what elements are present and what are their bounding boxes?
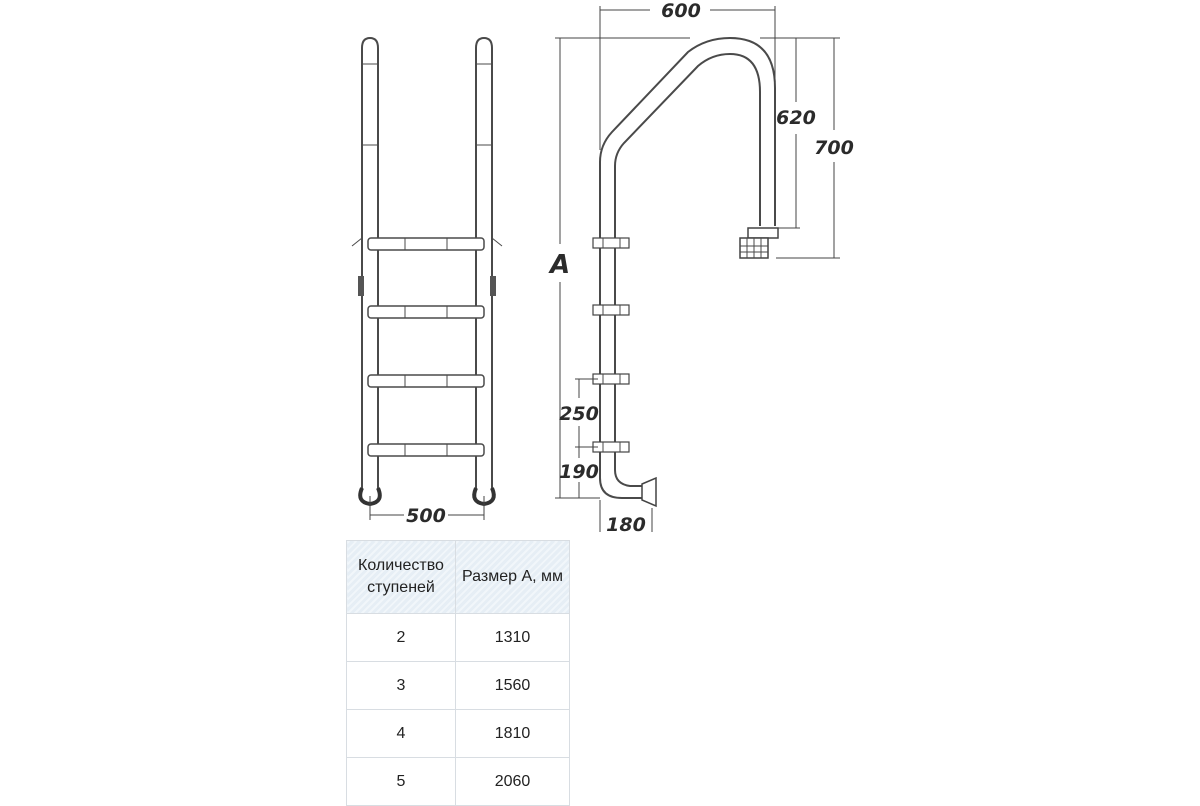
- dim-a: A: [549, 250, 571, 280]
- step: [368, 375, 484, 387]
- header-steps-count: Количество ступеней: [347, 541, 456, 614]
- size-a-cell: 1560: [456, 662, 570, 710]
- table-row: [347, 710, 570, 758]
- base-flange: [642, 478, 656, 506]
- table-row: [347, 614, 570, 662]
- dim-190: 190: [559, 461, 599, 483]
- table-row: [347, 662, 570, 710]
- steps-count-cell: 5: [347, 758, 456, 806]
- table-row: [347, 758, 570, 806]
- step: [368, 238, 484, 250]
- step: [368, 444, 484, 456]
- size-a-cell: 1810: [456, 710, 570, 758]
- steps-count-cell: 3: [347, 662, 456, 710]
- dim-620: 620: [776, 107, 816, 129]
- right-rail: [476, 38, 492, 490]
- dim-180: 180: [606, 514, 646, 536]
- dim-600: 600: [661, 0, 701, 22]
- steps-count-cell: 2: [347, 614, 456, 662]
- size-a-cell: 1310: [456, 614, 570, 662]
- dim-700: 700: [814, 137, 854, 159]
- header-size-a: Размер А, мм: [456, 541, 570, 614]
- front-view: [352, 38, 502, 527]
- table-header-row: [347, 541, 570, 614]
- left-rail: [362, 38, 378, 490]
- steps-count-cell: 4: [347, 710, 456, 758]
- side-view: [548, 0, 854, 536]
- dim-250: 250: [559, 403, 599, 425]
- step: [368, 306, 484, 318]
- top-mount: [740, 228, 778, 258]
- dim-500: 500: [406, 505, 446, 527]
- size-table: [346, 540, 570, 806]
- size-a-cell: 2060: [456, 758, 570, 806]
